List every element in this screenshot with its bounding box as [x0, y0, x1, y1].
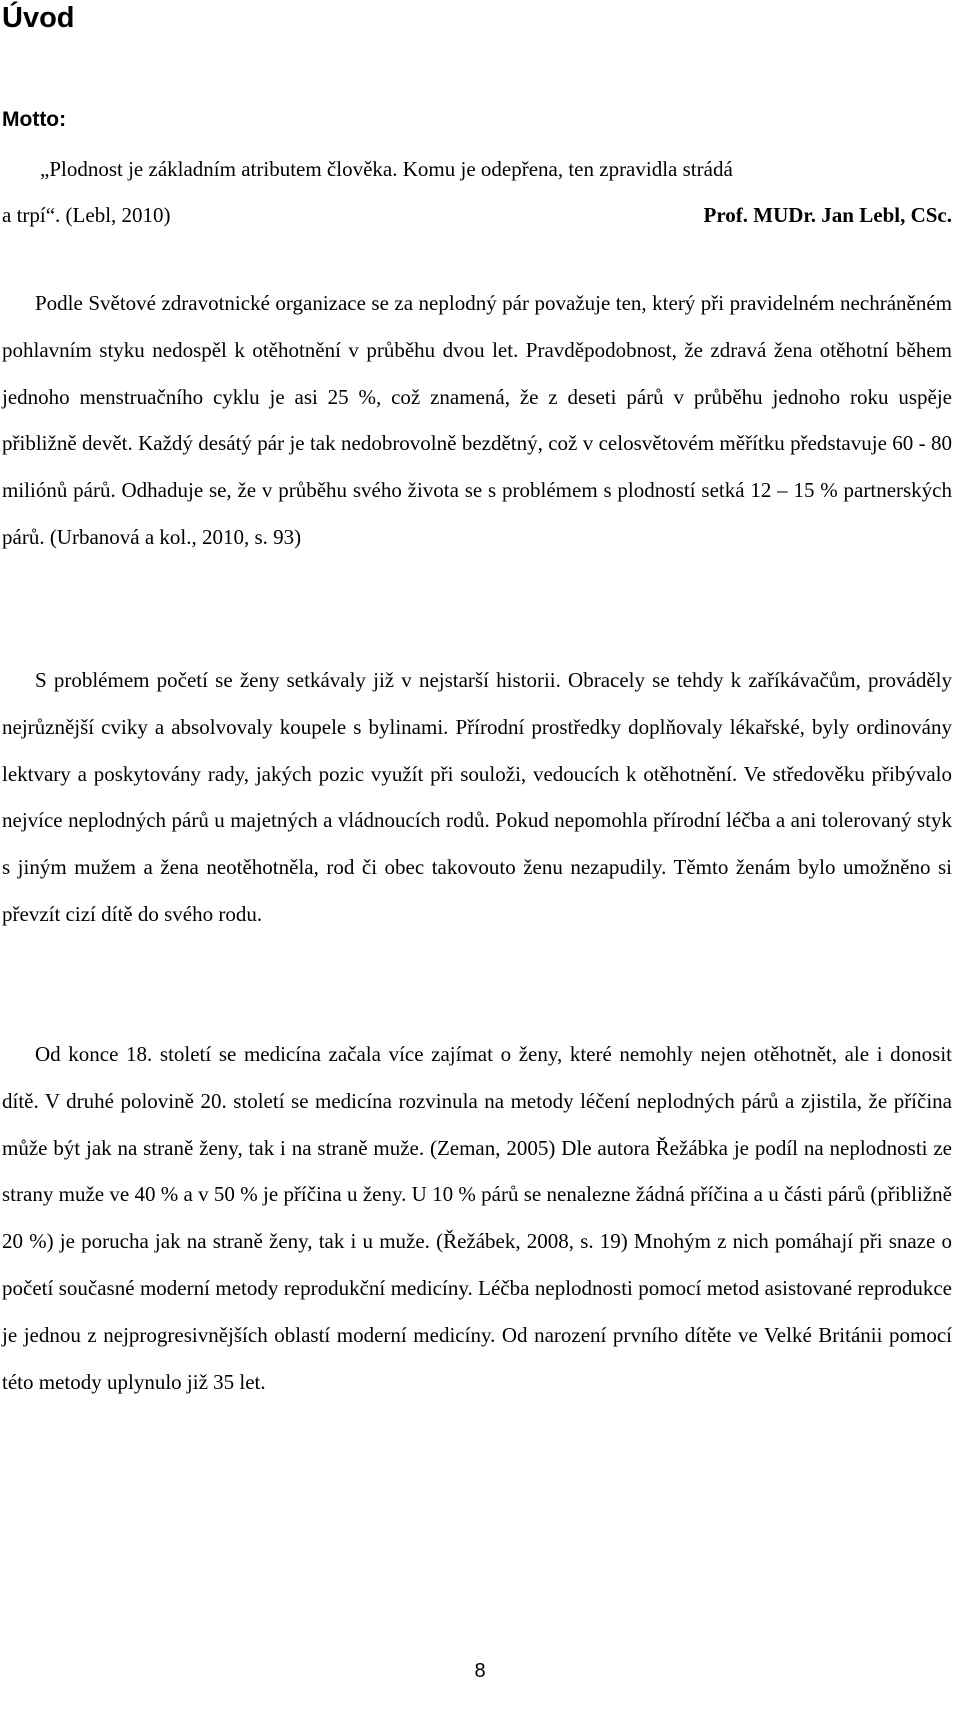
motto-label: Motto: — [2, 108, 67, 131]
page-heading: Úvod — [2, 2, 75, 34]
motto-quote-line2 — [2, 203, 952, 228]
paragraph-history: S problémem početí se ženy setkávaly již v nejstarší historii. Obracely se tehdy k zaříkávačům, prováděly nejrůznější cviky a absolvovaly koupele s bylinami. Přírodní prostředky doplňovaly lékařské, byly ordinovány lektvary a poskytovány rady, jakých pozic využít při souloži, vedoucích k otěhotnění. Ve středověku přibývalo nejvíce neplodných párů u majetných a vládnoucích rodů. Pokud nepomohla přírodní léčba a ani tolerovaný styk s jiným mužem a žena neotěhotněla, rod či obec takovouto ženu nezapudily. Těmto ženám bylo umožněno si převzít cizí dítě do svého rodu. — [2, 668, 952, 926]
motto-quote-end: a trpí“. (Lebl, 2010) — [2, 203, 171, 227]
paragraph-modern-medicine: Od konce 18. století se medicína začala více zajímat o ženy, které nemohly nejen otěhotnět, ale i donosit dítě. V druhé polovině 20. století se medicína rozvinula na metody léčení neplodných párů a zjistila, že příčina může být jak na straně ženy, tak i na straně muže. (Zeman, 2005) Dle autora Řežábka je podíl na neplodnosti ze strany muže ve 40 % a v 50 % je příčina u ženy. U 10 % párů se nenalezne žádná příčina a u části párů (přibližně 20 %) je porucha jak na straně ženy, tak i u muže. (Řežábek, 2008, s. 19) Mnohým z nich pomáhají při snaze o početí současné moderní metody reprodukční medicíny. Léčba neplodnosti pomocí metod asistované reprodukce je jednou z nejprogresivnějších oblastí moderní medicíny. Od narození prvního dítěte ve Velké Británii pomocí této metody uplynulo již 35 let. — [2, 1042, 952, 1394]
motto-author: Prof. MUDr. Jan Lebl, CSc. — [703, 203, 952, 227]
paragraph-infertility-definition: Podle Světové zdravotnické organizace se za neplodný pár považuje ten, který při pravidelném nechráněném pohlavním styku nedospěl k otěhotnění v průběhu dvou let. Pravděpodobnost, že zdravá žena otěhotní během jednoho menstruačního cyklu je asi 25 %, což znamená, že z deseti párů v průběhu jednoho roku uspěje přibližně devět. Každý desátý pár je tak nedobrovolně bezdětný, což v celosvětovém měřítku představuje 60 - 80 miliónů párů. Odhaduje se, že v průběhu svého života se s problémem s plodností setká 12 – 15 % partnerských párů. (Urbanová a kol., 2010, s. 93) — [2, 291, 952, 549]
page-number: 8 — [474, 1660, 486, 1682]
motto-quote-line1: „Plodnost je základním atributem člověka. Komu je odepřena, ten zpravidla strádá — [40, 157, 733, 181]
